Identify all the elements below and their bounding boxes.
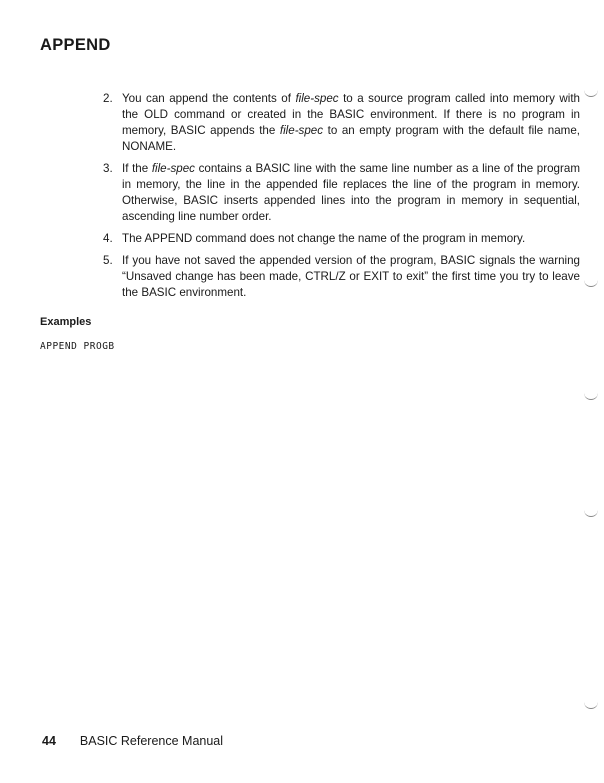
item-number: 2.: [103, 92, 113, 105]
text: You can append the contents of: [122, 92, 296, 105]
list-item: [103, 161, 580, 225]
binding-mark: [584, 510, 598, 517]
item-number: 4.: [103, 232, 113, 245]
example-code: APPEND PROGB: [40, 341, 115, 352]
emphasis: file-spec: [151, 162, 195, 175]
text: to an empty program with the default file name, NONAME.: [122, 124, 580, 153]
list-item: [103, 231, 580, 247]
emphasis: file-spec: [279, 124, 324, 137]
examples-heading: Examples: [40, 316, 92, 328]
numbered-list: [103, 91, 580, 301]
item-text: If you have not saved the appended version of the program, BASIC signals the warning “Unsaved change has been made, CTRL/Z or EXIT to exit” the first time you try to leave the BASIC environment.: [122, 254, 580, 299]
item-number: 5.: [103, 254, 113, 267]
item-text: The APPEND command does not change the name of the program in memory.: [122, 232, 526, 245]
list-item: [103, 91, 580, 155]
item-number: 3.: [103, 162, 113, 175]
emphasis: file-spec: [295, 92, 339, 105]
text: If the: [122, 162, 152, 175]
text: to a source program called into memory with the OLD command or created in the BASIC environment. If there is no program in memory, BASIC appends the: [122, 92, 580, 137]
page-number: 44: [42, 734, 56, 748]
page-title: APPEND: [40, 36, 111, 54]
binding-mark: [584, 393, 598, 400]
item-text: [122, 161, 580, 225]
binding-mark: [584, 702, 598, 709]
list-item: [103, 253, 580, 301]
item-text: [122, 91, 580, 155]
binding-mark: [584, 90, 598, 97]
page-footer: [42, 734, 223, 748]
page-content: [40, 91, 580, 353]
text: contains a BASIC line with the same line number as a line of the program in memory, the line in the appended file replaces the line of the program in memory. Otherwise, BASIC inserts appended lines into the program in memory in sequential, ascending line number order.: [122, 162, 580, 223]
binding-mark: [584, 280, 598, 287]
manual-title: BASIC Reference Manual: [79, 734, 224, 748]
